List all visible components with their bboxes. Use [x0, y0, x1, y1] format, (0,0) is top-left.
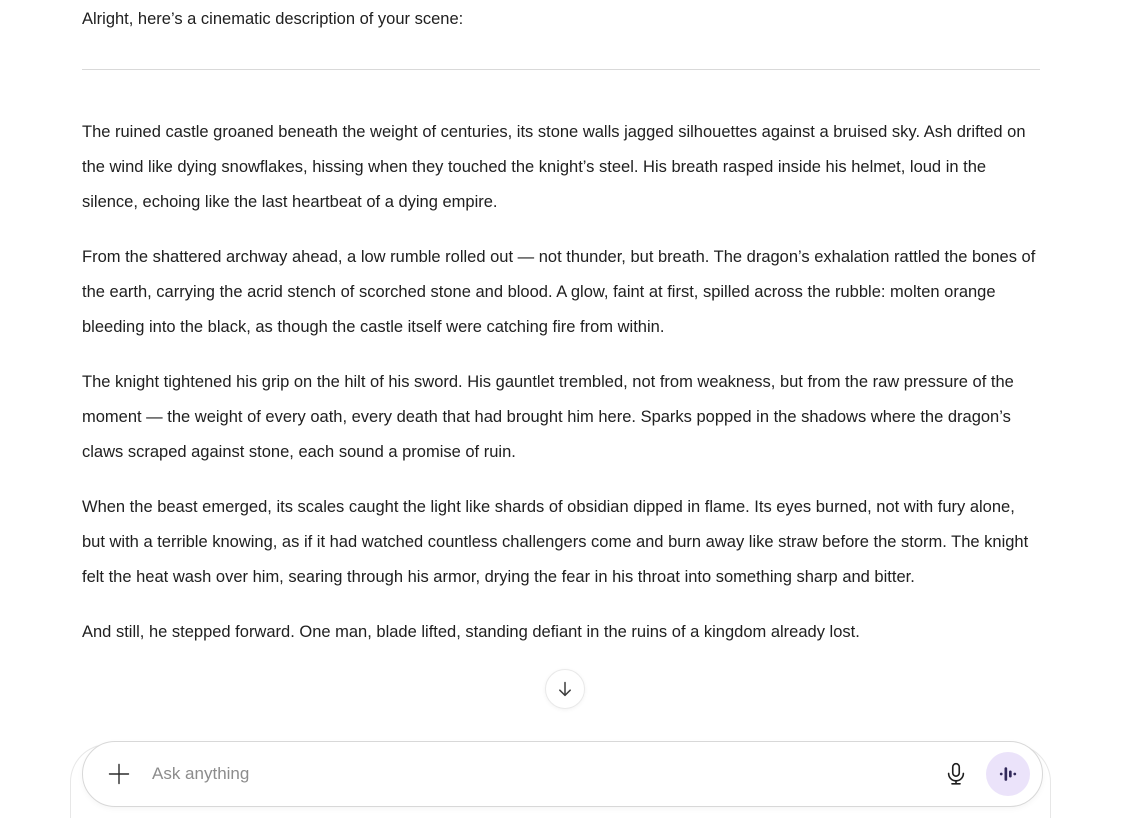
- message-divider: [82, 69, 1040, 70]
- attach-button[interactable]: [106, 761, 132, 787]
- scroll-to-bottom-button[interactable]: [545, 669, 585, 709]
- message-paragraph: The ruined castle groaned beneath the weight of centuries, its stone walls jagged silhouettes against a bruised sky. Ash drifted on the wind like dying snowflakes, hissing when they touched the knight’s steel. His breath rasped inside his helmet, loud in the silence, echoing like the last heartbeat of a dying empire.: [82, 123, 1026, 211]
- message-input[interactable]: [152, 754, 929, 794]
- message-body: [82, 115, 1040, 650]
- message-paragraph: And still, he stepped forward. One man, blade lifted, standing defiant in the ruins of a kingdom already lost.: [82, 623, 860, 641]
- mic-button[interactable]: [941, 759, 971, 789]
- message-paragraph: When the beast emerged, its scales caught the light like shards of obsidian dipped in flame. Its eyes burned, not with fury alone, but with a terrible knowing, as if it had watched countless challengers come and burn away like straw before the storm. The knight felt the heat wash over him, searing through his armor, drying the fear in his throat into something sharp and bitter.: [82, 498, 1029, 586]
- message-paragraph: The knight tightened his grip on the hilt of his sword. His gauntlet trembled, not from weakness, but from the raw pressure of the moment — the weight of every oath, every death that had brought him here. Sparks popped in the shadows where the dragon’s claws scraped against stone, each sound a promise of ruin.: [82, 373, 1014, 461]
- voice-waveform-icon: [997, 763, 1019, 785]
- message-paragraph: From the shattered archway ahead, a low rumble rolled out — not thunder, but breath. The dragon’s exhalation rattled the bones of the earth, carrying the acrid stench of scorched stone and blood. A glow, faint at first, spilled across the rubble: molten orange bleeding into the black, as though the castle itself were catching fire from within.: [82, 248, 1036, 336]
- arrow-down-icon: [555, 679, 575, 699]
- plus-icon: [107, 762, 131, 786]
- message-input-bar: [82, 741, 1043, 807]
- voice-mode-button[interactable]: [986, 752, 1030, 796]
- message-intro: Alright, here’s a cinematic description of your scene:: [82, 10, 464, 28]
- assistant-message: [82, 0, 1040, 650]
- microphone-icon: [943, 761, 969, 787]
